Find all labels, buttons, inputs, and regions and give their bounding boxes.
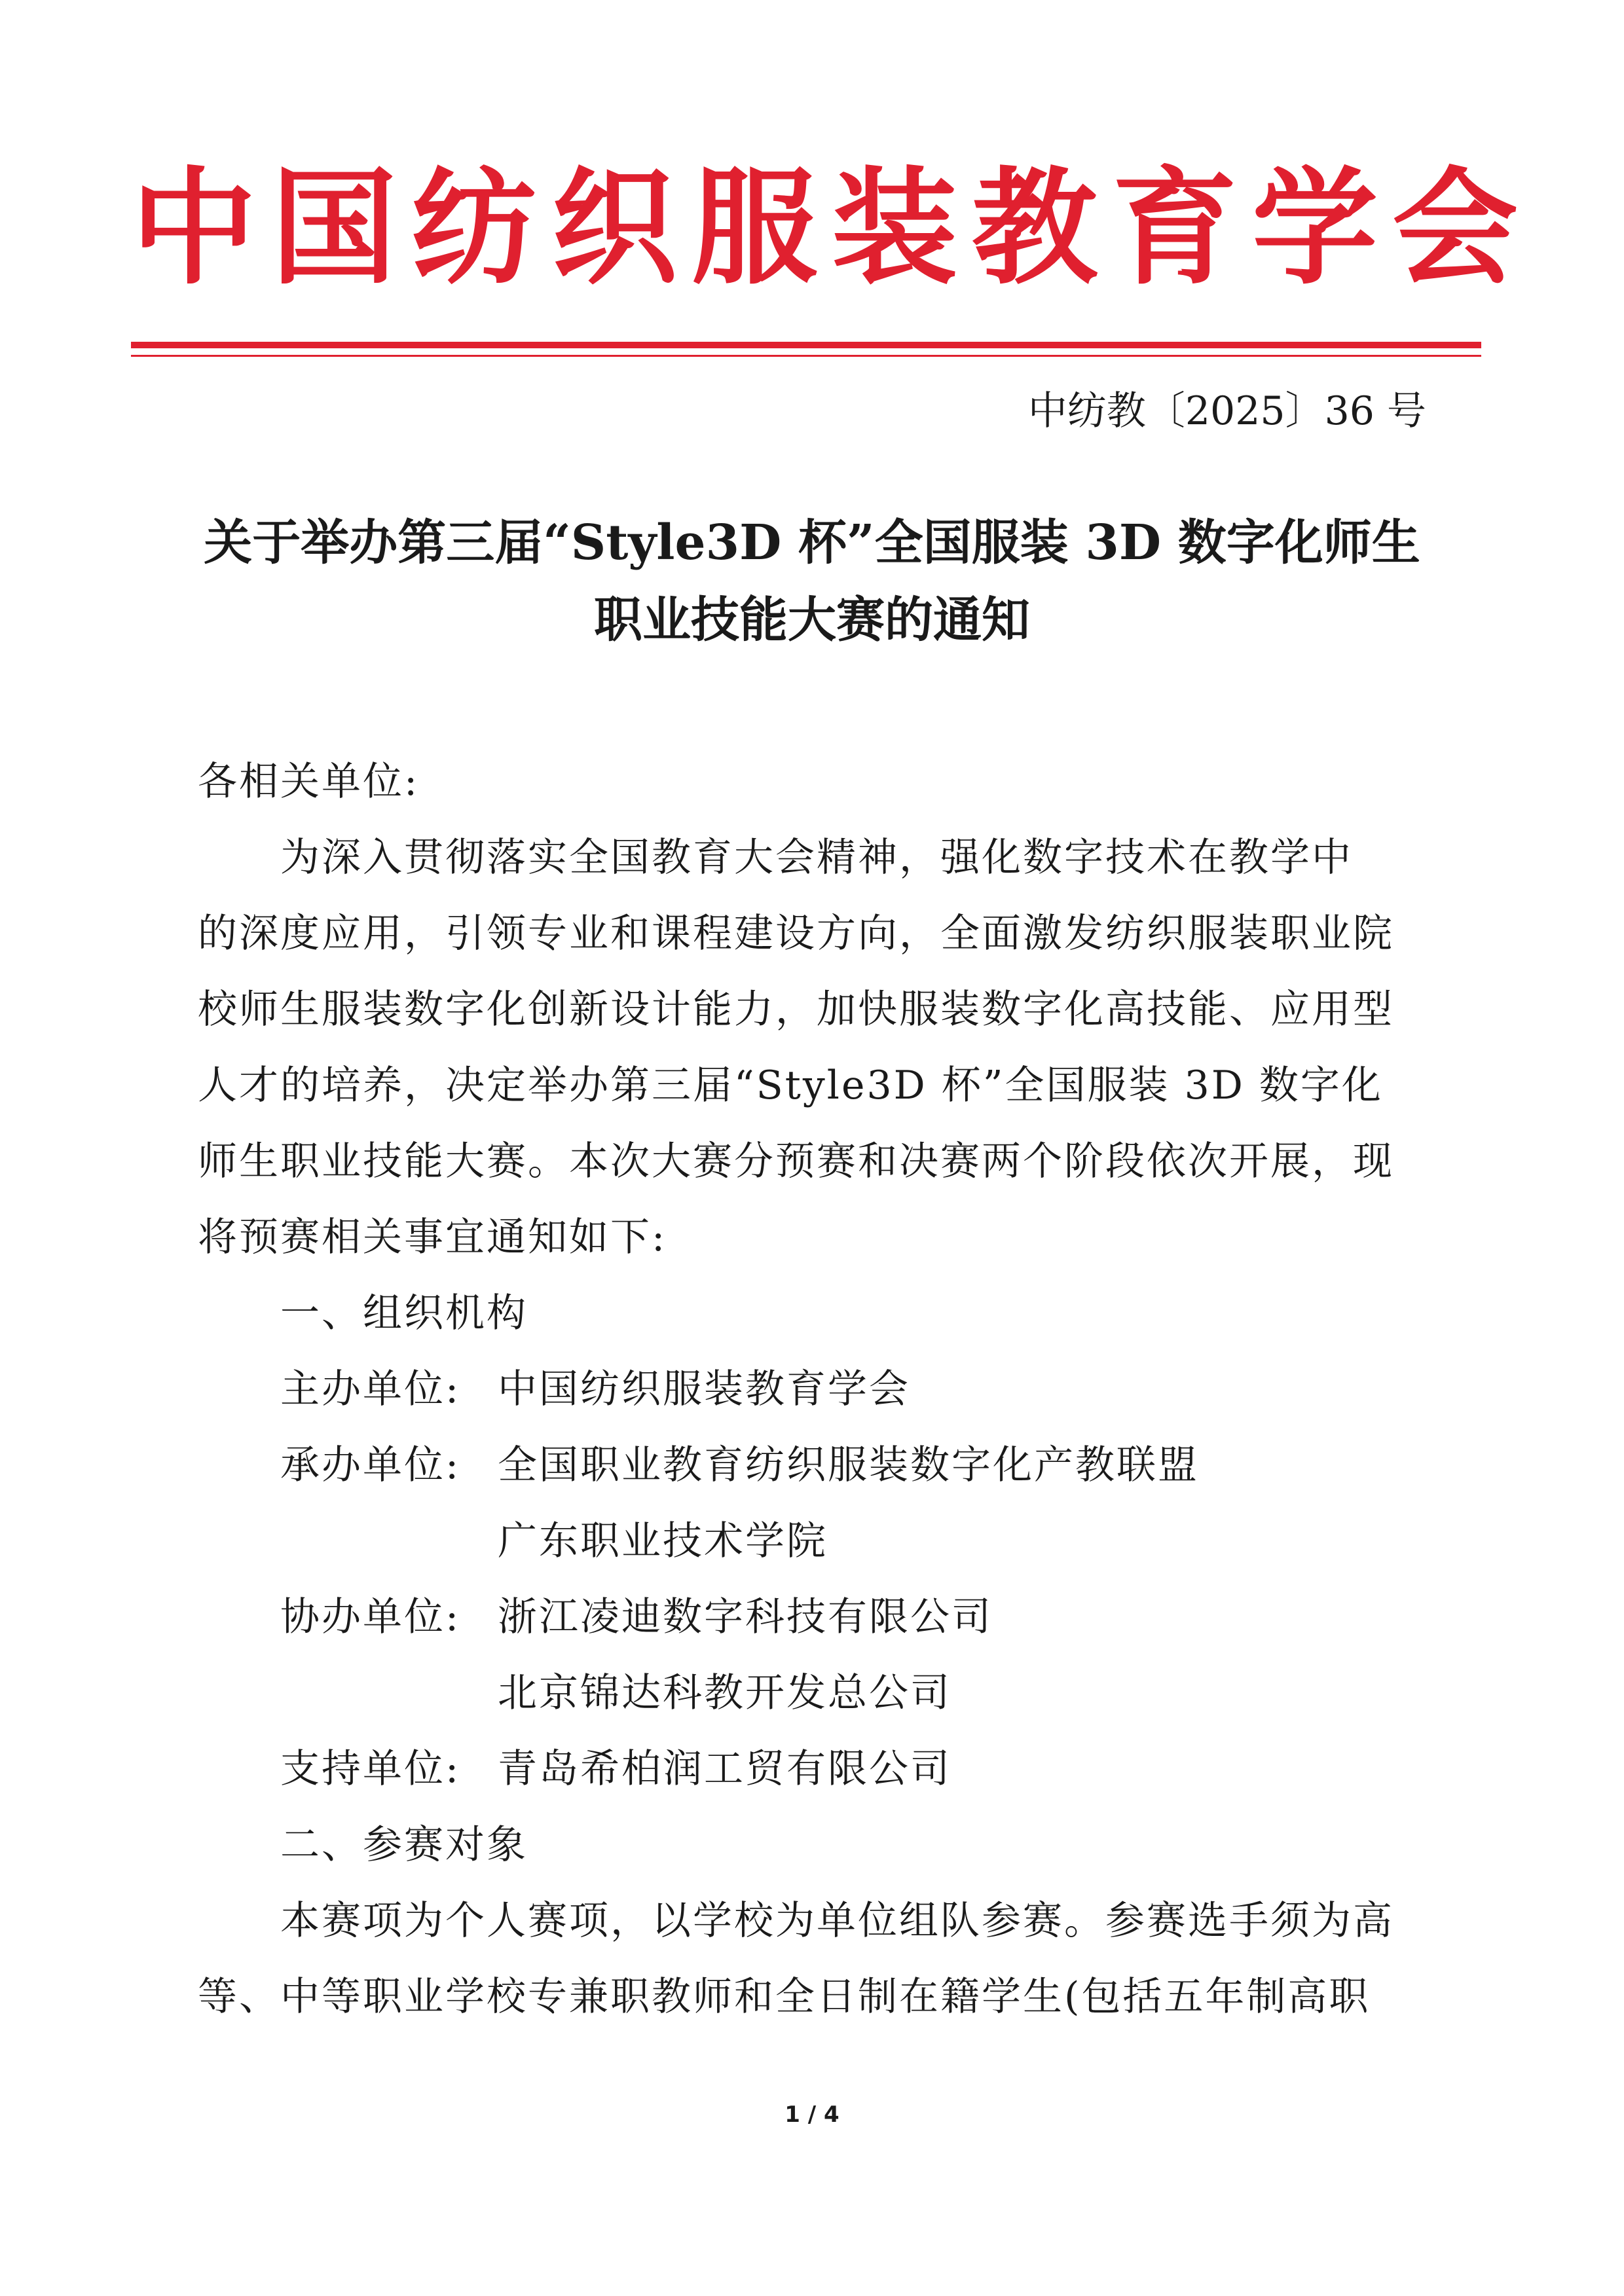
title-line-1: 关于举办第三届“Style3D 杯”全国服装 3D 数字化师生 — [204, 515, 1420, 571]
organizer-label: 主办单位: — [280, 1366, 461, 1412]
intro-line-6: 将预赛相关事宜通知如下: — [198, 1214, 667, 1260]
intro-line-1: 为深入贯彻落实全国教育大会精神，强化数字技术在教学中 — [280, 835, 1353, 881]
salutation: 各相关单位: — [198, 759, 420, 805]
section1-heading: 一、组织机构 — [280, 1290, 528, 1336]
participants-line-2: 等、中等职业学校专兼职教师和全日制在籍学生(包括五年制高职 — [198, 1974, 1371, 2020]
page-indicator: 1 / 4 — [784, 2102, 840, 2128]
host-value-2: 广东职业技术学院 — [498, 1518, 828, 1564]
section2-heading: 二、参赛对象 — [280, 1822, 528, 1868]
document-number: 中纺教〔2025〕36 号 — [1027, 388, 1426, 434]
intro-line-5: 师生职业技能大赛。本次大赛分预赛和决赛两个阶段依次开展，现 — [198, 1139, 1394, 1184]
notice-title — [131, 504, 1493, 659]
header-rule-thin — [131, 355, 1481, 357]
coorganizer-label: 协办单位: — [280, 1594, 461, 1640]
intro-line-4: 人才的培养，决定举办第三届“Style3D 杯”全国服装 3D 数字化 — [198, 1063, 1383, 1108]
participants-line-1: 本赛项为个人赛项，以学校为单位组队参赛。参赛选手须为高 — [280, 1898, 1394, 1944]
coorganizer-value-2: 北京锦达科教开发总公司 — [498, 1670, 951, 1716]
intro-line-2: 的深度应用，引领专业和课程建设方向，全面激发纺织服装职业院 — [198, 911, 1394, 957]
host-value-1: 全国职业教育纺织服装数字化产教联盟 — [498, 1442, 1199, 1488]
intro-line-3: 校师生服装数字化创新设计能力，加快服装数字化高技能、应用型 — [198, 987, 1394, 1032]
title-line-2: 职业技能大赛的通知 — [594, 592, 1030, 648]
header-rule-thick — [131, 342, 1481, 348]
support-value: 青岛希柏润工贸有限公司 — [498, 1746, 951, 1792]
coorganizer-value-1: 浙江凌迪数字科技有限公司 — [498, 1594, 993, 1640]
organization-masthead: 中国纺织服装教育学会 — [131, 156, 1532, 302]
support-label: 支持单位: — [280, 1746, 461, 1792]
host-label: 承办单位: — [280, 1442, 461, 1488]
organizer-value: 中国纺织服装教育学会 — [498, 1366, 910, 1412]
